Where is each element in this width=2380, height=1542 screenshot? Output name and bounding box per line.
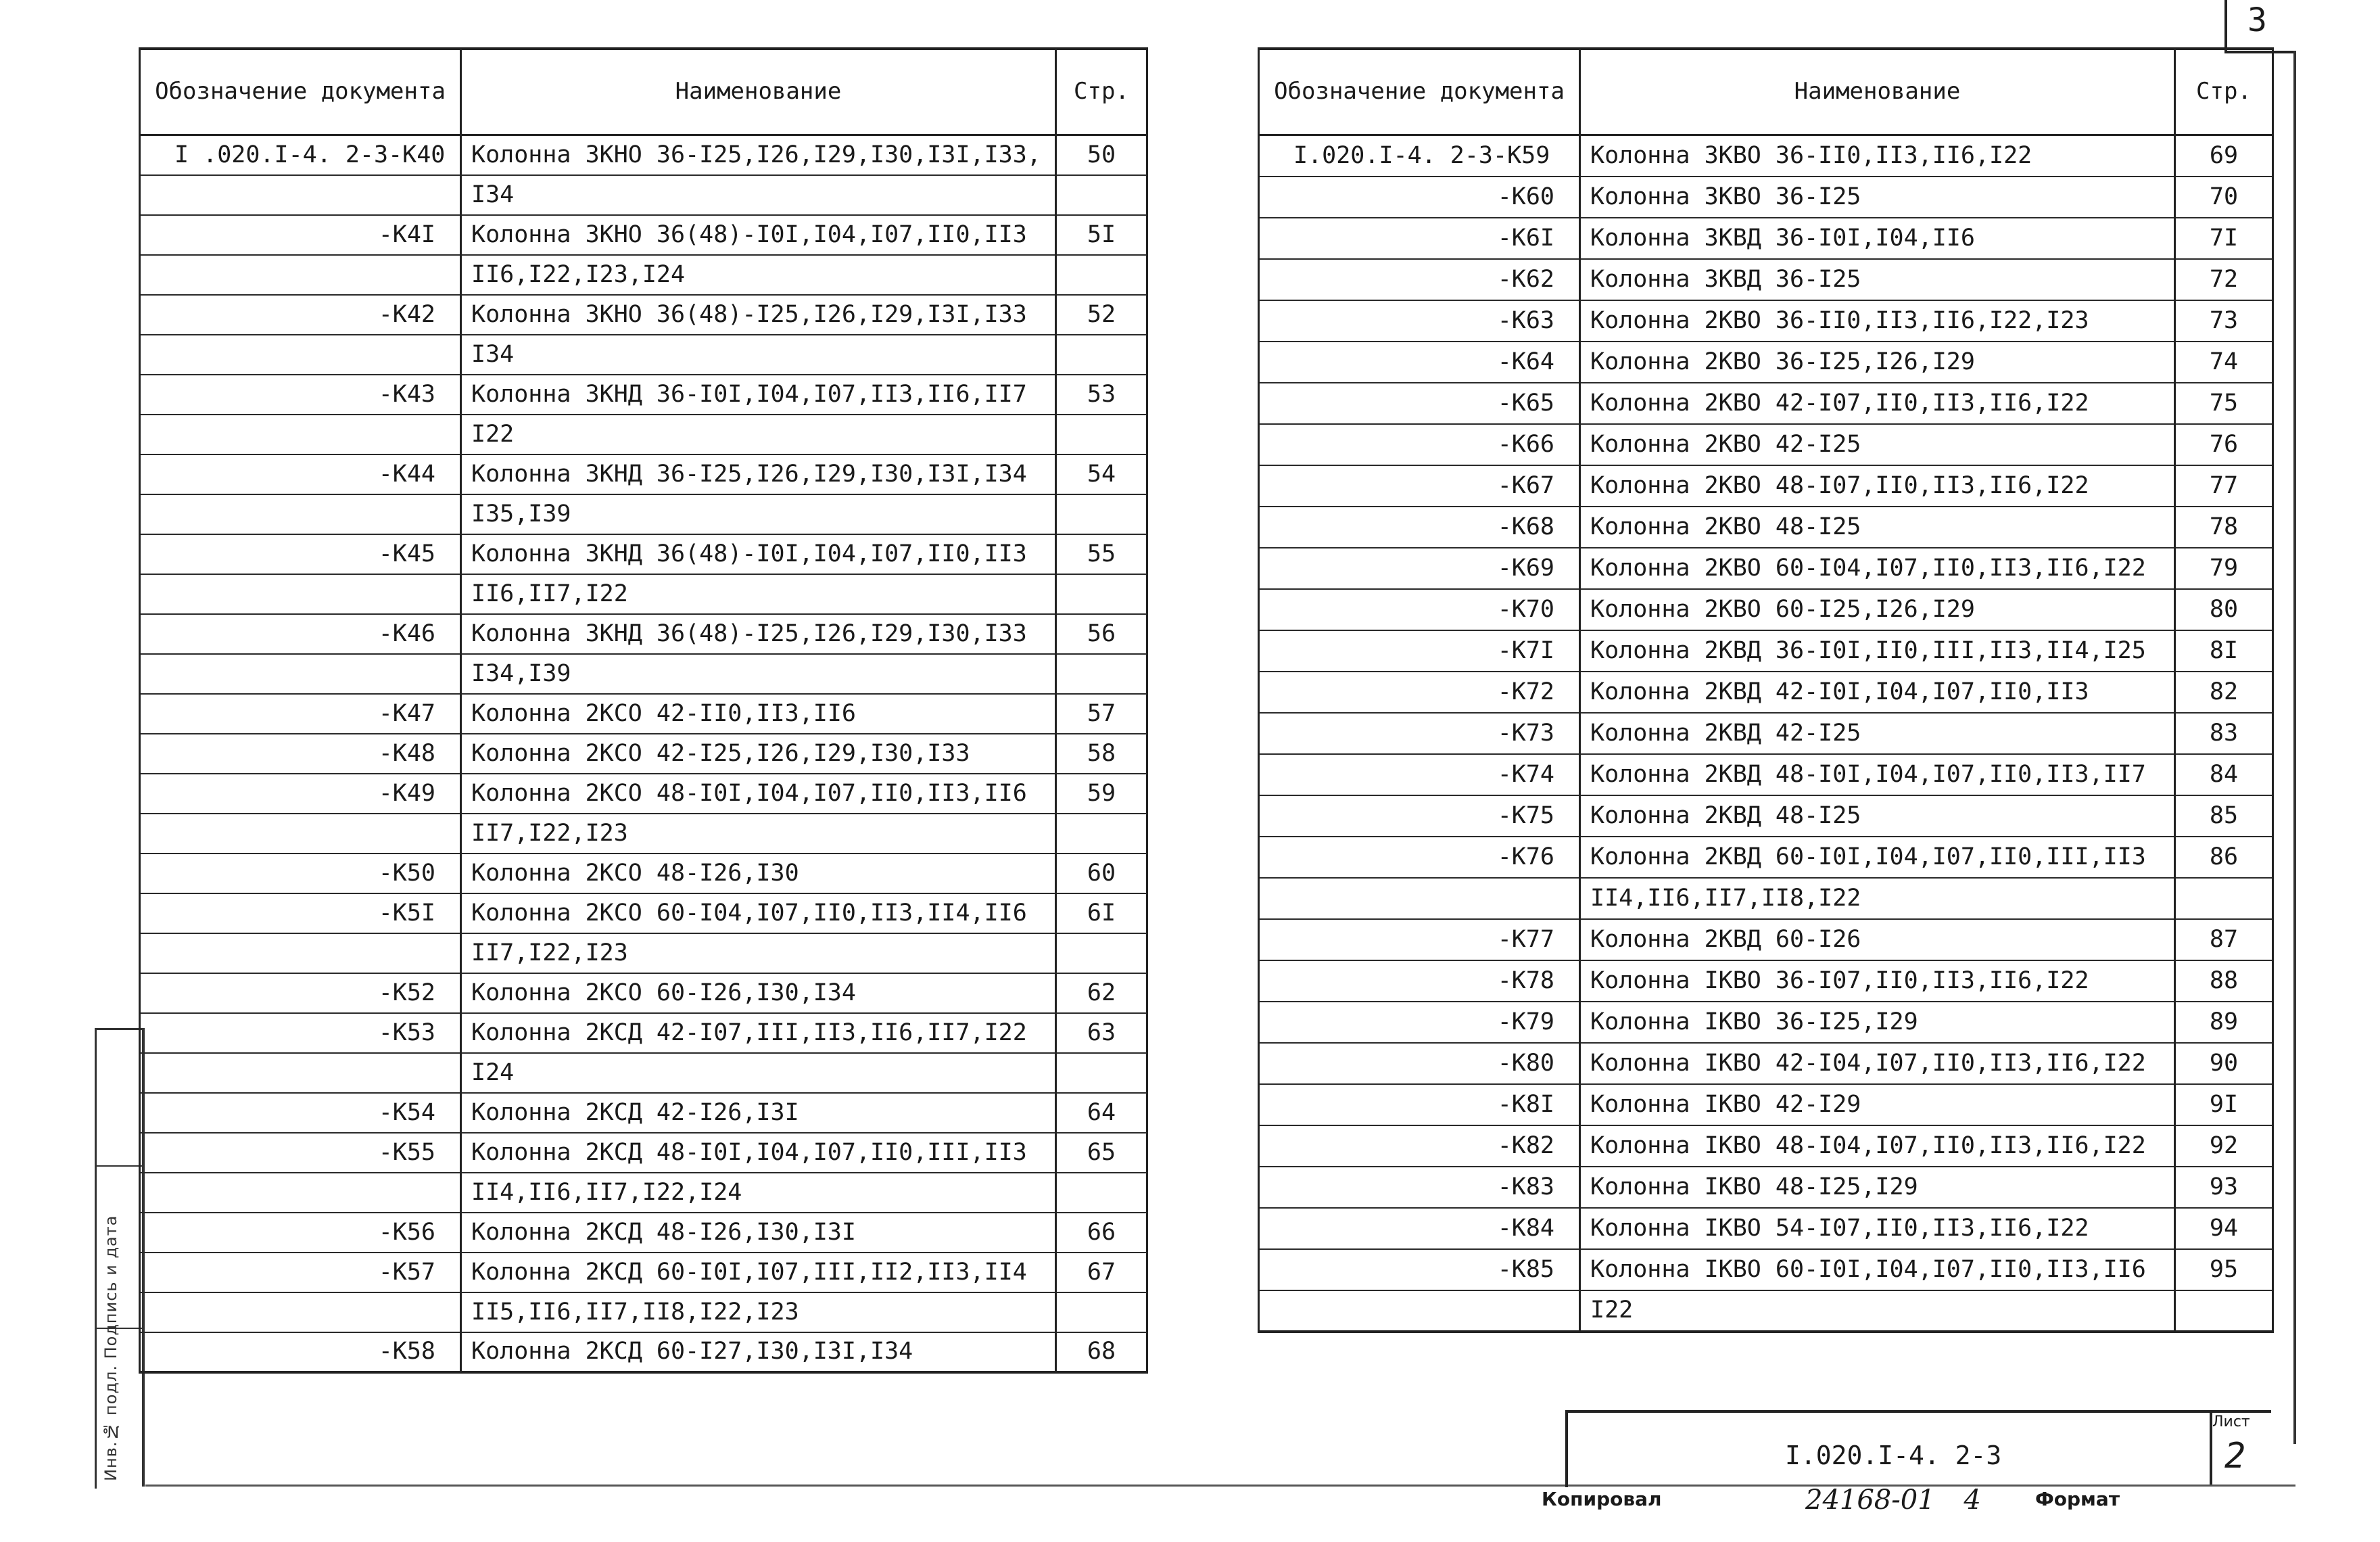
cell-designation bbox=[140, 415, 461, 454]
table-row bbox=[1259, 1208, 2273, 1249]
cell-page: 77 bbox=[2175, 465, 2273, 507]
cell-page: 89 bbox=[2175, 1002, 2273, 1043]
table-row bbox=[1259, 177, 2273, 218]
cell-name: II4,II6,II7,I22,I24 bbox=[461, 1173, 1056, 1213]
cell-page: 62 bbox=[1056, 973, 1147, 1013]
cell-page: 55 bbox=[1056, 534, 1147, 574]
cell-page: 85 bbox=[2175, 795, 2273, 837]
cell-page: 73 bbox=[2175, 300, 2273, 342]
cell-name: Колонна 2КВД 42-I25 bbox=[1580, 713, 2175, 754]
cell-designation: -К52 bbox=[140, 973, 461, 1013]
cell-designation: -К64 bbox=[1259, 342, 1580, 383]
table-body-left bbox=[140, 135, 1147, 1372]
cell-name: Колонна 3КВД 36-I25 bbox=[1580, 259, 2175, 300]
cell-name: Колонна 2КВД 42-I0I,I04,I07,II0,II3 bbox=[1580, 672, 2175, 713]
cell-name: II4,II6,II7,II8,I22 bbox=[1580, 878, 2175, 919]
table-row bbox=[140, 814, 1147, 854]
cell-page bbox=[1056, 933, 1147, 973]
table-row bbox=[140, 135, 1147, 175]
cell-name: Колонна 2КВД 48-I0I,I04,I07,II0,II3,II7 bbox=[1580, 754, 2175, 795]
cell-name: Колонна IКВО 54-I07,II0,II3,II6,I22 bbox=[1580, 1208, 2175, 1249]
cell-page: 79 bbox=[2175, 548, 2273, 589]
table-row bbox=[140, 734, 1147, 774]
cell-name: Колонна 2КВО 60-I04,I07,II0,II3,II6,I22 bbox=[1580, 548, 2175, 589]
cell-name: Колонна IКВО 48-I04,I07,II0,II3,II6,I22 bbox=[1580, 1125, 2175, 1167]
table-row bbox=[1259, 754, 2273, 795]
cell-designation: -К56 bbox=[140, 1213, 461, 1253]
table-row bbox=[140, 1133, 1147, 1173]
cell-designation bbox=[140, 335, 461, 375]
cell-designation bbox=[140, 654, 461, 694]
cell-name: I34,I39 bbox=[461, 654, 1056, 694]
table-row bbox=[1259, 218, 2273, 259]
cell-name: Колонна 3КНД 36(48)-I0I,I04,I07,II0,II3 bbox=[461, 534, 1056, 574]
cell-designation: -К85 bbox=[1259, 1249, 1580, 1290]
cell-name: Колонна 2КСО 42-I25,I26,I29,I30,I33 bbox=[461, 734, 1056, 774]
header-name: Наименование bbox=[1580, 49, 2175, 135]
cell-designation bbox=[1259, 1290, 1580, 1332]
cell-designation bbox=[140, 1053, 461, 1093]
cell-designation bbox=[140, 494, 461, 534]
cell-name: Колонна 2КСО 48-I26,I30 bbox=[461, 854, 1056, 893]
table-row bbox=[1259, 342, 2273, 383]
cell-designation: -К73 bbox=[1259, 713, 1580, 754]
index-table-right bbox=[1258, 47, 2274, 1333]
table-row bbox=[1259, 383, 2273, 424]
cell-name: I35,I39 bbox=[461, 494, 1056, 534]
cell-designation: -К44 bbox=[140, 454, 461, 494]
cell-designation: -К75 bbox=[1259, 795, 1580, 837]
table-row bbox=[140, 1213, 1147, 1253]
cell-designation: -К62 bbox=[1259, 259, 1580, 300]
cell-page: 88 bbox=[2175, 960, 2273, 1002]
table-row bbox=[1259, 837, 2273, 878]
cell-name: Колонна 2КВО 60-I25,I26,I29 bbox=[1580, 589, 2175, 630]
cell-designation: -К68 bbox=[1259, 507, 1580, 548]
frame-right-border bbox=[2293, 51, 2296, 1444]
cell-name: Колонна 2КВО 48-I07,II0,II3,II6,I22 bbox=[1580, 465, 2175, 507]
cell-designation: -К83 bbox=[1259, 1167, 1580, 1208]
cell-page: 52 bbox=[1056, 295, 1147, 335]
cell-designation: -К69 bbox=[1259, 548, 1580, 589]
header-name: Наименование bbox=[461, 49, 1056, 135]
cell-name: Колонна 3КВД 36-I0I,I04,II6 bbox=[1580, 218, 2175, 259]
cell-designation: -К82 bbox=[1259, 1125, 1580, 1167]
format-number: 4 bbox=[1964, 1485, 1981, 1516]
order-number bbox=[1805, 1485, 1981, 1516]
cell-designation: -К76 bbox=[1259, 837, 1580, 878]
cell-name: Колонна 2КСО 42-II0,II3,II6 bbox=[461, 694, 1056, 734]
cell-page bbox=[1056, 255, 1147, 295]
table-row bbox=[140, 295, 1147, 335]
cell-page: 95 bbox=[2175, 1249, 2273, 1290]
cell-page bbox=[1056, 335, 1147, 375]
table-row bbox=[1259, 548, 2273, 589]
cell-designation bbox=[140, 933, 461, 973]
table-row bbox=[1259, 135, 2273, 177]
cell-page: 63 bbox=[1056, 1013, 1147, 1053]
cell-designation: -К80 bbox=[1259, 1043, 1580, 1084]
cell-page: 82 bbox=[2175, 672, 2273, 713]
table-row bbox=[1259, 589, 2273, 630]
cell-page: 53 bbox=[1056, 375, 1147, 415]
cell-page: 50 bbox=[1056, 135, 1147, 175]
cell-designation: -К49 bbox=[140, 774, 461, 814]
cell-designation bbox=[1259, 878, 1580, 919]
cell-page bbox=[1056, 415, 1147, 454]
cell-designation bbox=[140, 255, 461, 295]
cell-page: 54 bbox=[1056, 454, 1147, 494]
cell-name: Колонна 2КВД 60-I0I,I04,I07,II0,III,II3 bbox=[1580, 837, 2175, 878]
cell-page: 64 bbox=[1056, 1093, 1147, 1133]
table-row bbox=[140, 1173, 1147, 1213]
cell-name: II6,I22,I23,I24 bbox=[461, 255, 1056, 295]
cell-name: Колонна 3КНО 36(48)-I0I,I04,I07,II0,II3 bbox=[461, 215, 1056, 255]
cell-designation: -К66 bbox=[1259, 424, 1580, 465]
table-row bbox=[140, 215, 1147, 255]
cell-page: 9I bbox=[2175, 1084, 2273, 1125]
table-row bbox=[1259, 672, 2273, 713]
cell-page: 78 bbox=[2175, 507, 2273, 548]
cell-page: 83 bbox=[2175, 713, 2273, 754]
table-row bbox=[140, 454, 1147, 494]
cell-name: Колонна IКВО 36-I25,I29 bbox=[1580, 1002, 2175, 1043]
cell-page: 67 bbox=[1056, 1253, 1147, 1292]
cell-designation: -К78 bbox=[1259, 960, 1580, 1002]
table-row bbox=[1259, 960, 2273, 1002]
header-page: Стр. bbox=[1056, 49, 1147, 135]
cell-page: 74 bbox=[2175, 342, 2273, 383]
cell-designation: I.020.I-4. 2-3-К59 bbox=[1259, 135, 1580, 177]
cell-name: Колонна 2КВО 48-I25 bbox=[1580, 507, 2175, 548]
cell-name: II7,I22,I23 bbox=[461, 933, 1056, 973]
table-row bbox=[140, 534, 1147, 574]
table-row bbox=[1259, 1167, 2273, 1208]
cell-designation: -К53 bbox=[140, 1013, 461, 1053]
cell-page: 59 bbox=[1056, 774, 1147, 814]
cell-name: Колонна 3КВО 36-II0,II3,II6,I22 bbox=[1580, 135, 2175, 177]
cell-designation: -К84 bbox=[1259, 1208, 1580, 1249]
cell-name: Колонна IКВО 42-I04,I07,II0,II3,II6,I22 bbox=[1580, 1043, 2175, 1084]
cell-name: Колонна 3КНО 36-I25,I26,I29,I30,I3I,I33, bbox=[461, 135, 1056, 175]
table-row bbox=[140, 933, 1147, 973]
cell-page: 86 bbox=[2175, 837, 2273, 878]
table-row bbox=[140, 494, 1147, 534]
cell-designation: -К79 bbox=[1259, 1002, 1580, 1043]
cell-designation: -К74 bbox=[1259, 754, 1580, 795]
cell-designation: -К63 bbox=[1259, 300, 1580, 342]
cell-page: 84 bbox=[2175, 754, 2273, 795]
cell-name: Колонна IКВО 42-I29 bbox=[1580, 1084, 2175, 1125]
cell-designation: -К67 bbox=[1259, 465, 1580, 507]
cell-designation: -К8I bbox=[1259, 1084, 1580, 1125]
header-designation: Обозначение документа bbox=[1259, 49, 1580, 135]
cell-page: 80 bbox=[2175, 589, 2273, 630]
cell-name: Колонна 2КСД 48-I0I,I04,I07,II0,III,II3 bbox=[461, 1133, 1056, 1173]
table-row bbox=[1259, 795, 2273, 837]
sheet-label: Лист bbox=[2212, 1414, 2250, 1430]
table-row bbox=[1259, 919, 2273, 960]
cell-name: Колонна 2КВД 60-I26 bbox=[1580, 919, 2175, 960]
table-row bbox=[140, 1013, 1147, 1053]
cell-page: 94 bbox=[2175, 1208, 2273, 1249]
table-header-row bbox=[140, 49, 1147, 135]
cell-name: Колонна 2КВД 48-I25 bbox=[1580, 795, 2175, 837]
cell-designation: -К42 bbox=[140, 295, 461, 335]
table-body-right bbox=[1259, 135, 2273, 1332]
cell-name: Колонна 2КСД 60-I27,I30,I3I,I34 bbox=[461, 1332, 1056, 1372]
cell-page: 68 bbox=[1056, 1332, 1147, 1372]
cell-page: 72 bbox=[2175, 259, 2273, 300]
table-row bbox=[140, 335, 1147, 375]
table-row bbox=[140, 175, 1147, 215]
cell-page: 56 bbox=[1056, 614, 1147, 654]
cell-designation: -К54 bbox=[140, 1093, 461, 1133]
cell-name: Колонна 3КНД 36(48)-I25,I26,I29,I30,I33 bbox=[461, 614, 1056, 654]
table-row bbox=[140, 1332, 1147, 1372]
table-row bbox=[1259, 1084, 2273, 1125]
cell-designation: -К7I bbox=[1259, 630, 1580, 672]
cell-page: 6I bbox=[1056, 893, 1147, 933]
cell-page bbox=[1056, 175, 1147, 215]
cell-name: Колонна 2КСО 60-I26,I30,I34 bbox=[461, 973, 1056, 1013]
cell-designation: -К65 bbox=[1259, 383, 1580, 424]
table-header-row bbox=[1259, 49, 2273, 135]
table-row bbox=[1259, 424, 2273, 465]
table-row bbox=[140, 893, 1147, 933]
table-row bbox=[1259, 300, 2273, 342]
cell-page bbox=[1056, 494, 1147, 534]
cell-designation: -К48 bbox=[140, 734, 461, 774]
cell-designation: -К60 bbox=[1259, 177, 1580, 218]
cell-designation: -К43 bbox=[140, 375, 461, 415]
table-row bbox=[1259, 630, 2273, 672]
cell-name: I22 bbox=[461, 415, 1056, 454]
copied-by-label: Копировал bbox=[1542, 1488, 1662, 1510]
cell-page bbox=[2175, 1290, 2273, 1332]
cell-name: Колонна 2КВО 42-I07,II0,II3,II6,I22 bbox=[1580, 383, 2175, 424]
cell-designation: -К77 bbox=[1259, 919, 1580, 960]
cell-name: Колонна 2КСД 42-I07,III,II3,II6,II7,I22 bbox=[461, 1013, 1056, 1053]
table-row bbox=[140, 973, 1147, 1013]
cell-designation: -К50 bbox=[140, 854, 461, 893]
cell-page: 58 bbox=[1056, 734, 1147, 774]
table-row bbox=[140, 1093, 1147, 1133]
table-row bbox=[140, 654, 1147, 694]
table-row bbox=[140, 774, 1147, 814]
header-designation: Обозначение документа bbox=[140, 49, 461, 135]
cell-name: Колонна 3КНО 36(48)-I25,I26,I29,I3I,I33 bbox=[461, 295, 1056, 335]
cell-page: 57 bbox=[1056, 694, 1147, 734]
cell-designation: -К4I bbox=[140, 215, 461, 255]
table-row bbox=[1259, 1043, 2273, 1084]
cell-designation: -К55 bbox=[140, 1133, 461, 1173]
cell-name: Колонна 2КСД 48-I26,I30,I3I bbox=[461, 1213, 1056, 1253]
cell-page: 60 bbox=[1056, 854, 1147, 893]
cell-name: I34 bbox=[461, 335, 1056, 375]
cell-name: Колонна 2КВО 36-I25,I26,I29 bbox=[1580, 342, 2175, 383]
cell-name: II6,II7,I22 bbox=[461, 574, 1056, 614]
cell-designation bbox=[140, 1173, 461, 1213]
table-row bbox=[1259, 465, 2273, 507]
cell-name: I22 bbox=[1580, 1290, 2175, 1332]
table-row bbox=[1259, 259, 2273, 300]
table-row bbox=[140, 614, 1147, 654]
table-row bbox=[140, 1292, 1147, 1332]
cell-name: Колонна 2КСД 60-I0I,I07,III,II2,II3,II4 bbox=[461, 1253, 1056, 1292]
cell-name: Колонна 2КВО 36-II0,II3,II6,I22,I23 bbox=[1580, 300, 2175, 342]
cell-designation: -К45 bbox=[140, 534, 461, 574]
table-row bbox=[1259, 1125, 2273, 1167]
cell-page: 66 bbox=[1056, 1213, 1147, 1253]
format-label: Формат bbox=[2035, 1488, 2120, 1510]
cell-name: Колонна 2КВД 36-I0I,II0,III,II3,II4,I25 bbox=[1580, 630, 2175, 672]
side-stamp-rule bbox=[97, 1165, 144, 1167]
cell-page: 75 bbox=[2175, 383, 2273, 424]
cell-name: I34 bbox=[461, 175, 1056, 215]
table-row bbox=[140, 1253, 1147, 1292]
cell-page: 7I bbox=[2175, 218, 2273, 259]
cell-designation: -К58 bbox=[140, 1332, 461, 1372]
cell-page: 76 bbox=[2175, 424, 2273, 465]
cell-name: Колонна 3КНД 36-I0I,I04,I07,II3,II6,II7 bbox=[461, 375, 1056, 415]
title-block-document-code: I.020.I-4. 2-3 bbox=[1785, 1441, 2002, 1470]
cell-page bbox=[2175, 878, 2273, 919]
cell-name: Колонна 2КСО 48-I0I,I04,I07,II0,II3,II6 bbox=[461, 774, 1056, 814]
cell-name: Колонна 3КНД 36-I25,I26,I29,I30,I3I,I34 bbox=[461, 454, 1056, 494]
table-row bbox=[140, 694, 1147, 734]
cell-name: Колонна IКВО 60-I0I,I04,I07,II0,II3,II6 bbox=[1580, 1249, 2175, 1290]
cell-page: 8I bbox=[2175, 630, 2273, 672]
cell-name: Колонна 3КВО 36-I25 bbox=[1580, 177, 2175, 218]
table-row bbox=[1259, 507, 2273, 548]
cell-designation: -К57 bbox=[140, 1253, 461, 1292]
cell-name: Колонна 2КВО 42-I25 bbox=[1580, 424, 2175, 465]
sheet-number: 2 bbox=[2224, 1436, 2246, 1476]
table-row bbox=[1259, 878, 2273, 919]
table-row bbox=[140, 255, 1147, 295]
cell-page: 69 bbox=[2175, 135, 2273, 177]
cell-name: I24 bbox=[461, 1053, 1056, 1093]
table-row bbox=[140, 375, 1147, 415]
table-row bbox=[140, 574, 1147, 614]
table-row bbox=[1259, 1290, 2273, 1332]
cell-page: 87 bbox=[2175, 919, 2273, 960]
table-row bbox=[140, 1053, 1147, 1093]
cell-designation: -К70 bbox=[1259, 589, 1580, 630]
sheet-corner-number: 3 bbox=[2247, 1, 2267, 39]
cell-page: 93 bbox=[2175, 1167, 2273, 1208]
cell-page bbox=[1056, 1292, 1147, 1332]
cell-designation bbox=[140, 814, 461, 854]
cell-page bbox=[1056, 1173, 1147, 1213]
cell-page: 70 bbox=[2175, 177, 2273, 218]
cell-designation bbox=[140, 175, 461, 215]
cell-name: Колонна IКВО 36-I07,II0,II3,II6,I22 bbox=[1580, 960, 2175, 1002]
table-row bbox=[140, 415, 1147, 454]
table-row bbox=[1259, 1002, 2273, 1043]
cell-page: 5I bbox=[1056, 215, 1147, 255]
table-row bbox=[1259, 713, 2273, 754]
cell-name: II7,I22,I23 bbox=[461, 814, 1056, 854]
cell-page bbox=[1056, 574, 1147, 614]
cell-name: Колонна 2КСО 60-I04,I07,II0,II3,II4,II6 bbox=[461, 893, 1056, 933]
index-table-left bbox=[139, 47, 1148, 1374]
cell-page: 92 bbox=[2175, 1125, 2273, 1167]
order-number-value: 24168-01 bbox=[1805, 1485, 1935, 1516]
cell-page: 65 bbox=[1056, 1133, 1147, 1173]
table-row bbox=[140, 854, 1147, 893]
cell-page bbox=[1056, 654, 1147, 694]
cell-page bbox=[1056, 814, 1147, 854]
cell-page bbox=[1056, 1053, 1147, 1093]
cell-name: Колонна 2КСД 42-I26,I3I bbox=[461, 1093, 1056, 1133]
cell-designation bbox=[140, 1292, 461, 1332]
cell-page: 90 bbox=[2175, 1043, 2273, 1084]
side-stamp-label: Инв.№ подл. Подпись и дата bbox=[101, 1215, 120, 1481]
cell-designation: -К72 bbox=[1259, 672, 1580, 713]
cell-name: Колонна IКВО 48-I25,I29 bbox=[1580, 1167, 2175, 1208]
cell-designation: -К5I bbox=[140, 893, 461, 933]
cell-designation: -К46 bbox=[140, 614, 461, 654]
cell-designation: I .020.I-4. 2-3-К40 bbox=[140, 135, 461, 175]
cell-name: II5,II6,II7,II8,I22,I23 bbox=[461, 1292, 1056, 1332]
header-page: Стр. bbox=[2175, 49, 2273, 135]
cell-designation: -К47 bbox=[140, 694, 461, 734]
table-row bbox=[1259, 1249, 2273, 1290]
cell-designation bbox=[140, 574, 461, 614]
cell-designation: -К6I bbox=[1259, 218, 1580, 259]
sheet-corner-box bbox=[2224, 0, 2295, 53]
